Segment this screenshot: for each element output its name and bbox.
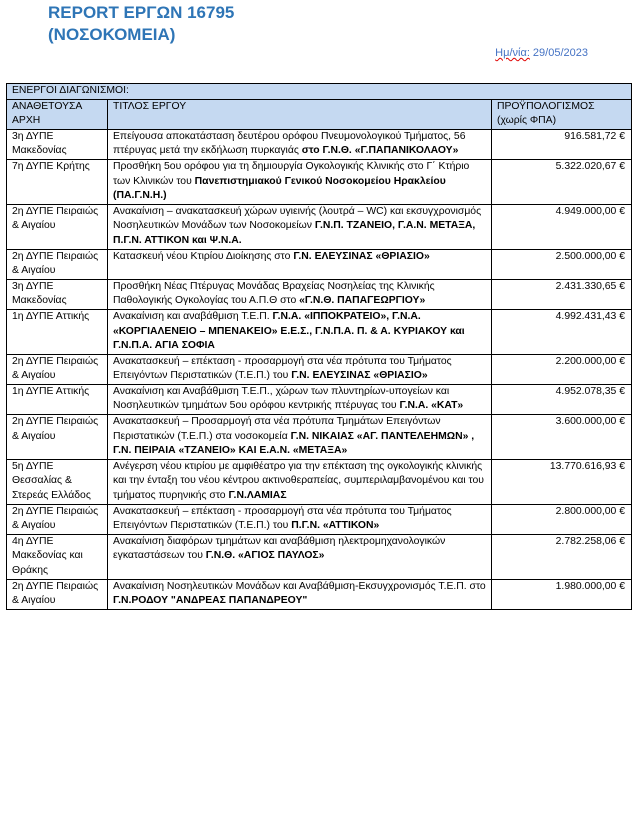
project-title-cell <box>108 384 492 414</box>
project-hospital-name: Γ.Ν.ΡΟΔΟΥ "ΑΝΔΡΕΑΣ ΠΑΠΑΝΔΡΕΟΥ" <box>113 595 308 607</box>
project-title-cell <box>108 579 492 609</box>
project-title-text: Ανέγερση νέου κτιρίου με αμφιθέατρο για την επέκταση της ογκολογικής κλινικής και την ένταξη του νέου κέντρου ακτινοθεραπείας, συμπεριλαμβανομένου και του τμήματος πυρηνικής στο <box>113 460 484 502</box>
project-title-cell <box>108 415 492 460</box>
budget-cell: 13.770.616,93 € <box>492 459 632 504</box>
column-header-authority: ΑΝΑΘΕΤΟΥΣΑ ΑΡΧΗ <box>7 99 108 129</box>
table-row <box>7 384 632 414</box>
project-title-text: Προσθήκη Νέας Πτέρυγας Μονάδας Βραχείας Νοσηλείας της Κλινικής Παθολογικής Ογκολογίας του Α.Π.Θ στο <box>113 280 435 307</box>
budget-cell: 2.782.258,06 € <box>492 534 632 579</box>
authority-cell: 3η ΔΥΠΕ Μακεδονίας <box>7 129 108 159</box>
table-body <box>7 129 632 609</box>
budget-cell: 3.600.000,00 € <box>492 415 632 460</box>
budget-cell: 2.431.330,65 € <box>492 279 632 309</box>
authority-cell: 2η ΔΥΠΕ Πειραιώς & Αιγαίου <box>7 579 108 609</box>
budget-cell: 2.500.000,00 € <box>492 249 632 279</box>
project-title-cell <box>108 309 492 354</box>
authority-cell: 2η ΔΥΠΕ Πειραιώς & Αιγαίου <box>7 249 108 279</box>
project-hospital-name: «Γ.Ν.Θ. ΠΑΠΑΓΕΩΡΓΙΟΥ» <box>299 295 426 307</box>
project-hospital-name: Γ.Ν. ΕΛΕΥΣΙΝΑΣ «ΘΡΙΑΣΙΟ» <box>291 370 428 382</box>
project-title-text: Ανακαίνιση – ανακατασκευή χώρων υγιεινής (λουτρά – WC) και εκσυγχρονισμός Νοσηλευτικών Μονάδων των Νοσοκομείων <box>113 205 482 232</box>
budget-cell: 5.322.020,67 € <box>492 159 632 204</box>
table-row <box>7 459 632 504</box>
project-hospital-name: Γ.Ν.Α. «ΚΑΤ» <box>399 400 464 412</box>
date-label: Ημ/νία: <box>495 47 530 59</box>
table-row <box>7 309 632 354</box>
budget-cell: 1.980.000,00 € <box>492 579 632 609</box>
project-title-cell <box>108 279 492 309</box>
authority-cell: 1η ΔΥΠΕ Αττικής <box>7 309 108 354</box>
date-value: 29/05/2023 <box>529 47 588 59</box>
project-title-cell <box>108 249 492 279</box>
report-title <box>48 2 234 46</box>
project-hospital-name: Γ.Ν.Θ. «ΑΓΙΟΣ ΠΑΥΛΟΣ» <box>205 550 325 562</box>
budget-cell: 2.800.000,00 € <box>492 504 632 534</box>
project-hospital-name: Π.Γ.Ν. «ΑΤΤΙΚΟΝ» <box>291 520 380 532</box>
project-title-text: Ανακαίνιση και αναβάθμιση Τ.Ε.Π. <box>113 310 273 322</box>
table-row <box>7 129 632 159</box>
project-title-text: Κατασκευή νέου Κτιρίου Διοίκησης στο <box>113 250 294 262</box>
project-title-cell <box>108 204 492 249</box>
project-title-cell <box>108 504 492 534</box>
project-hospital-name: στο Γ.Ν.Θ. «Γ.ΠΑΠΑΝΙΚΟΛΑΟΥ» <box>301 145 459 157</box>
table-banner-row <box>7 84 632 100</box>
project-title-text: Ανακαίνιση και Αναβάθμιση Τ.Ε.Π., χώρων των πλυντηρίων-υπογείων και Νοσηλευτικών τμημάτων 5ου ορόφου κεντρικής πτέρυγας του <box>113 385 450 412</box>
project-title-cell <box>108 159 492 204</box>
authority-cell: 2η ΔΥΠΕ Πειραιώς & Αιγαίου <box>7 204 108 249</box>
budget-cell: 4.949.000,00 € <box>492 204 632 249</box>
project-hospital-name: Πανεπιστημιακού Γενικού Νοσοκομείου Ηρακλείου (ΠΑ.Γ.Ν.Η.) <box>113 175 446 202</box>
project-title-text: Ανακαίνιση Νοσηλευτικών Μονάδων και Αναβάθμιση-Εκσυγχρονισμός Τ.Ε.Π. στο <box>113 580 486 592</box>
project-hospital-name: Γ.Ν.Α. «ΙΠΠΟΚΡΑΤΕΙΟ», Γ.Ν.Α. «ΚΟΡΓΙΑΛΕΝΕΙΟ – ΜΠΕΝΑΚΕΙΟ» Ε.Ε.Σ., Γ.Ν.Π.Α. Π. & Α. ΚΥΡΙΑΚΟΥ και Γ.Ν.Π.Α. ΑΓΙΑ ΣΟΦΙΑ <box>113 310 465 352</box>
table-row <box>7 504 632 534</box>
authority-cell: 2η ΔΥΠΕ Πειραιώς & Αιγαίου <box>7 354 108 384</box>
authority-cell: 5η ΔΥΠΕ Θεσσαλίας & Στερεάς Ελλάδος <box>7 459 108 504</box>
project-title-text: Ανακατασκευή – επέκταση - προσαρμογή στα νέα πρότυπα του Τμήματος Επειγόντων Περιστατικών (Τ.Ε.Π.) του <box>113 505 452 532</box>
table-row <box>7 534 632 579</box>
authority-cell: 3η ΔΥΠΕ Μακεδονίας <box>7 279 108 309</box>
report-date <box>495 47 588 59</box>
table-banner: ΕΝΕΡΓΟΙ ΔΙΑΓΩΝΙΣΜΟΙ: <box>7 84 632 100</box>
report-title-line2: (ΝΟΣΟΚΟΜΕΙΑ) <box>48 25 176 44</box>
column-header-title: ΤΙΤΛΟΣ ΕΡΓΟΥ <box>108 99 492 129</box>
table-header-row <box>7 99 632 129</box>
authority-cell: 2η ΔΥΠΕ Πειραιώς & Αιγαίου <box>7 504 108 534</box>
project-hospital-name: Γ.Ν. ΕΛΕΥΣΙΝΑΣ «ΘΡΙΑΣΙΟ» <box>293 250 430 262</box>
project-hospital-name: Γ.Ν.Π. ΤΖΑΝΕΙΟ, Γ.Α.Ν. ΜΕΤΑΞΑ, Π.Γ.Ν. ΑΤΤΙΚΟΝ και Ψ.Ν.Α. <box>113 220 476 246</box>
budget-cell: 4.952.078,35 € <box>492 384 632 414</box>
table-row <box>7 415 632 460</box>
budget-cell: 4.992.431,43 € <box>492 309 632 354</box>
project-title-text: Ανακαίνιση διαφόρων τμημάτων και αναβάθμιση ηλεκτρομηχανολογικών εγκαταστάσεων του <box>113 535 446 562</box>
project-title-text: Ανακατασκευή – Προσαρμογή στα νέα πρότυπα Τμημάτων Επειγόντων Περιστατικών (Τ.Ε.Π.) στα νοσοκομεία <box>113 416 441 442</box>
project-title-text: Ανακατασκευή – επέκταση - προσαρμογή στα νέα πρότυπα του Τμήματος Επειγόντων Περιστατικών (Τ.Ε.Π.) του <box>113 355 452 382</box>
project-title-cell <box>108 534 492 579</box>
project-title-cell <box>108 354 492 384</box>
project-hospital-name: Γ.Ν. ΝΙΚΑΙΑΣ «ΑΓ. ΠΑΝΤΕΛΕΗΜΩΝ» , Γ.Ν. ΠΕΙΡΑΙΑ «ΤΖΑΝΕΙΟ» ΚΑΙ Ε.Α.Ν. «ΜΕΤΑΞΑ» <box>113 430 475 457</box>
project-title-text: Προσθήκη 5ου ορόφου για τη δημιουργία Ογκολογικής Κλινικής στο Γ΄ Κτήριο των Κλινικών του <box>113 160 470 187</box>
budget-cell: 916.581,72 € <box>492 129 632 159</box>
table-row <box>7 354 632 384</box>
project-title-cell <box>108 459 492 504</box>
table-row <box>7 249 632 279</box>
table-row <box>7 159 632 204</box>
project-title-cell <box>108 129 492 159</box>
project-title-text: Επείγουσα αποκατάσταση δευτέρου ορόφου Πνευμονολογικού Τμήματος, 56 πτέρυγας μετά την εκδήλωση πυρκαγιάς <box>113 130 466 157</box>
authority-cell: 4η ΔΥΠΕ Μακεδονίας και Θράκης <box>7 534 108 579</box>
projects-table <box>6 83 632 610</box>
authority-cell: 1η ΔΥΠΕ Αττικής <box>7 384 108 414</box>
table-row <box>7 204 632 249</box>
report-title-line1: REPORT ΕΡΓΩΝ 16795 <box>48 3 235 22</box>
table-row <box>7 279 632 309</box>
table-row <box>7 579 632 609</box>
project-hospital-name: Γ.Ν.ΛΑΜΙΑΣ <box>228 490 287 502</box>
budget-cell: 2.200.000,00 € <box>492 354 632 384</box>
authority-cell: 2η ΔΥΠΕ Πειραιώς & Αιγαίου <box>7 415 108 460</box>
column-header-budget: ΠΡΟΫΠΟΛΟΓΙΣΜΟΣ (χωρίς ΦΠΑ) <box>492 99 632 129</box>
authority-cell: 7η ΔΥΠΕ Κρήτης <box>7 159 108 204</box>
